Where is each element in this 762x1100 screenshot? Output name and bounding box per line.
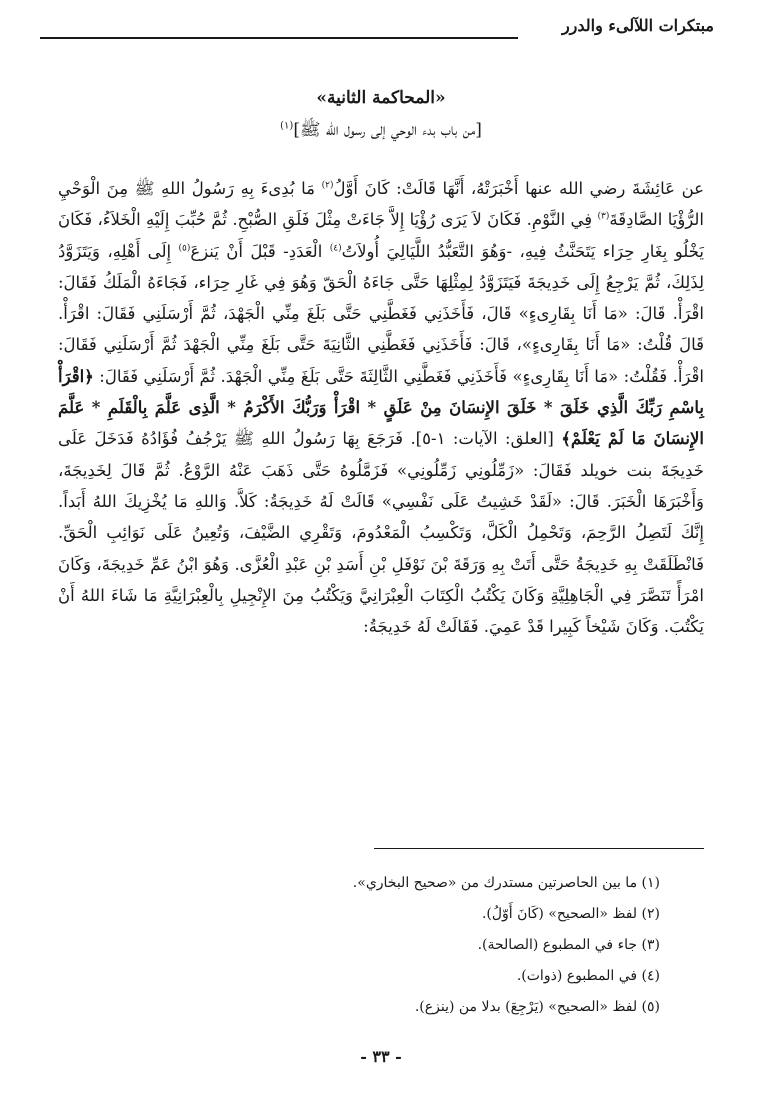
- body-text-segment: الْعَدَدِ- قَبْلَ أَنْ يَنزعَ: [190, 241, 330, 261]
- header-rule: [40, 37, 518, 39]
- footnote: (٣) جاء في المطبوع (الصالحة).: [477, 937, 660, 953]
- footnotes: [120, 868, 660, 1023]
- footnote: (٥) لفظ «الصحيح» (يَرْجِعَ) بدلا من (ينزع).: [414, 999, 660, 1015]
- body-text-segment: مَا بُدِىءَ بِهِ رَسُولُ اللهِ ﷺ مِنَ الْوَحْيِ الرُّؤْيَا الصَّادِقَةَ: [58, 179, 705, 230]
- footnote-marker: (١): [280, 120, 294, 132]
- quran-verse: ﴿اقْرَأْ بِاسْمِ رَبِّكَ الَّذِي خَلَقَ * خَلَقَ الإِنسَانَ مِنْ عَلَقٍ * اقْرَأْ وَرَبُّكَ الأَكْرَمُ * الَّذِى عَلَّمَ بِالْقَلَمِ * عَلَّمَ الإِنسَانَ مَا لَمْ يَعْلَمْ﴾: [58, 366, 704, 449]
- chapter-title-text: [من باب بدء الوحي إلى رسول الله ﷺ]: [293, 120, 482, 140]
- page-number: - ٣٣ -: [360, 1047, 402, 1066]
- hadith-body: [58, 173, 704, 642]
- body-text-segment: إِلَى أَهْلِهِ، وَيَتَزَوَّدُ لِذَلِكَ، ثُمَّ يَرْجِعُ إِلَى خَدِيجَةَ فَيَتَزَوَّدُ لِمِثْلِهَا حَتَّى جَاءَهُ الْحَقّ وَهُوَ فِي غَارِ حِرَاء، فَجَاءَهُ الْمَلَكُ فَقَالَ: اقْرَأْ. قَالَ: «مَا أَنَا بِقَارِىءٍ» قَالَ، فَأَخَذَنِي فَغَطَّنِي حَتَّى بَلَغَ مِنِّي الْجَهْدَ، ثُمَّ أَرْسَلَنِي فَقَالَ: اقْرَأْ. قَالَ قُلْتُ: «مَا أَنَا بِقَارِىءٍ»، قَالَ: فَأَخَذَنِي فَغَطَّنِي الثَّانِيَةَ حَتَّى بَلَغَ مِنِّي الْجَهْدَ ثُمَّ أَرْسَلَنِي فَقَالَ: اقْرَأْ. فَقُلْتُ: «مَا أَنَا بِقَارِىءٍ» فَأَخَذَنِي فَغَطَّنِي الثَّالِثَةَ حَتَّى بَلَغَ مِنِّي الْجَهْدَ. ثُمَّ أَرْسَلَنِي فَقَالَ:: [58, 241, 704, 386]
- section-title: «المحاكمة الثانية»: [316, 88, 446, 108]
- running-header: [40, 14, 714, 44]
- body-text-segment: فِي النَّوْمِ. فَكَانَ لاَ يَرَى رُؤْيَا إِلاَّ جَاءَتْ مِثْلَ فَلَقِ الصُّبْحِ. ثُمَّ حُبِّبَ إِلَيْهِ الْخَلاَءُ، فَكَانَ يَخْلُو بِغَارِ حِرَاء يَتَحَنَّثُ فِيهِ، -وَهُوَ التَّعَبُّدُ اللَّيَالِيَ أُولاَتُ: [58, 210, 704, 261]
- footnote: (٤) في المطبوع (ذوات).: [516, 968, 660, 984]
- footnote-separator: [374, 848, 704, 849]
- verse-reference: [العلق: الآيات: ١-٥].: [403, 429, 562, 449]
- body-text-segment: عن عَائِشَةَ رضي الله عنها أَخْبَرَتْهُ، أَنَّهَا قَالَتْ: كَانَ أَوَّلُ: [333, 179, 704, 198]
- book-title: مبتكرات اللآلىء والدرر: [561, 16, 714, 35]
- chapter-title: [0, 119, 762, 144]
- footnote: (١) ما بين الحاصرتين مستدرك من «صحيح البخاري».: [352, 875, 660, 891]
- body-text-segment: فَرَجَعَ بِهَا رَسُولُ اللهِ ﷺ يَرْجُفُ فُؤَادُهُ فَدَخَلَ عَلَى خَدِيجَةَ بنت خويلد فَقَالَ: «زَمِّلُونِي زَمِّلُونِي» فَزَمَّلُوهُ حَتَّى ذَهَبَ عَنْهُ الرَّوْعُ. ثُمَّ قَالَ لِخَدِيجَةَ، وَأَخْبَرَهَا الْخَبَرَ. قَالَ: «لَقَدْ خَشِيتُ عَلَى نَفْسِي» قَالَتْ لَهُ خَدِيجَةُ: كَلاَّ. وَاللهِ مَا يُخْزِيكَ اللهُ أَبَداً. إِنَّكَ لَتَصِلُ الرَّحِمَ، وَتَحْمِلُ الْكَلَّ، وَتَكْسِبُ الْمَعْدُومَ، وَتَقْرِي الضَّيْفَ، وَتُعِينُ عَلَى نَوَائِبِ الْحَقِّ. فَانْطَلَقَتْ بِهِ خَدِيجَةُ حَتَّى أَتَتْ بِهِ وَرَقَةَ بْنَ نَوْفَلِ بْنِ أَسَدِ بْنِ عَبْدِ الْعُزَّى. وَهُوَ ابْنُ عَمِّ خَدِيجَةَ، وَكَانَ امْرَأً تَنَصَّرَ فِي الْجَاهِلِيَّةِ وَكَانَ يَكْتُبُ الْكِتَابَ الْعِبْرَانِيَّ وَيَكْتُبُ مِنَ الإِنْجِيلِ بِالْعِبْرَانِيَّةِ مَا شَاءَ اللهُ أَنْ يَكْتُبَ. وَكَانَ شَيْخاً كَبِيرا قَدْ عَمِيَ. فَقَالَتْ لَهُ خَدِيجَةُ:: [58, 429, 704, 637]
- footnote-marker: (٢): [321, 180, 334, 191]
- footnote-marker: (٥): [178, 243, 191, 254]
- footnote-marker: (٣): [597, 211, 610, 222]
- footnote-marker: (٤): [329, 243, 342, 254]
- footnote: (٢) لفظ «الصحيح» (كَانَ أَوّلُ).: [481, 906, 660, 922]
- body-paragraph: [58, 173, 704, 642]
